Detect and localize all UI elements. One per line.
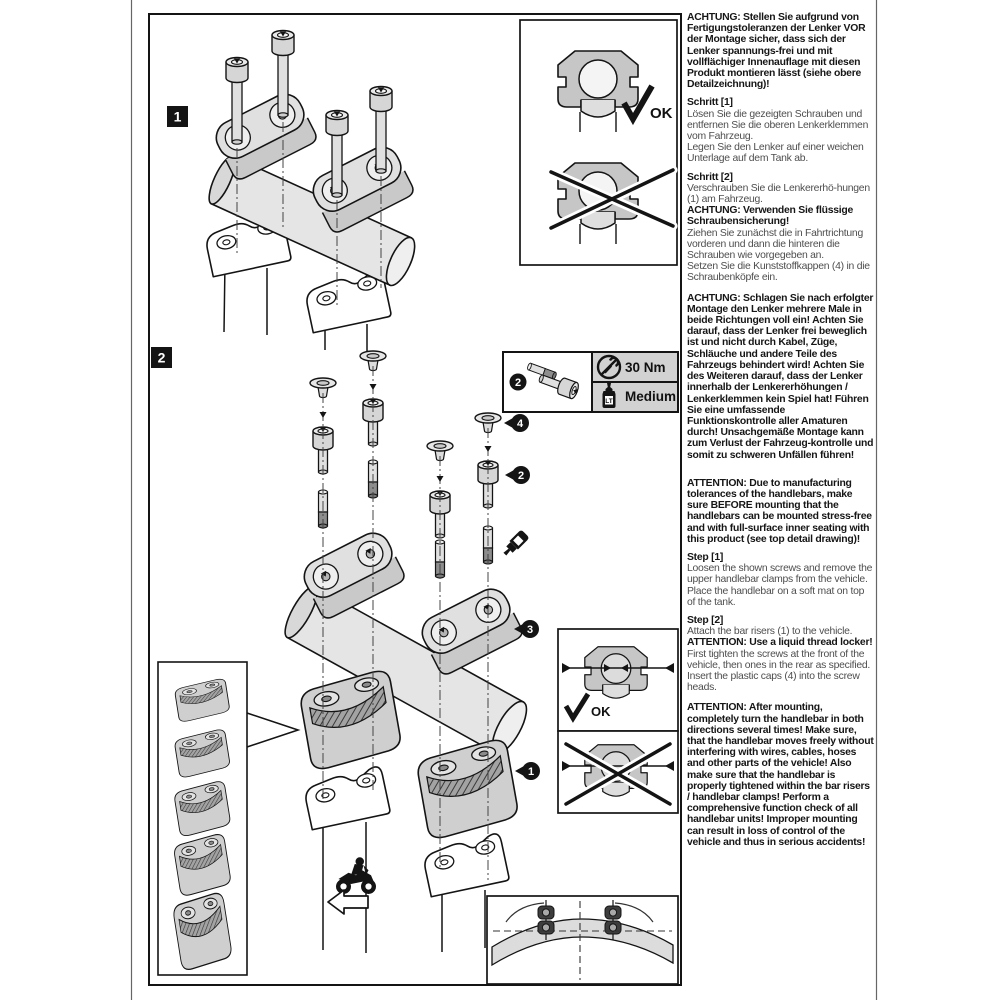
warning-paragraph: ACHTUNG: Stellen Sie aufgrund von Fertigungstoleranzen der Lenker VOR der Montage sicher, dass sich der Lenker spannungs-frei und mit vollflächiger Innenauflage mit diesen Produkt montieren lässt (siehe obere Detailzeichnung)! [687,12,866,91]
paragraph: Setzen Sie die Kunststoffkappen (4) in die Schraubenköpfe ein. [687,261,870,284]
step1-badge [167,106,188,127]
step2-heading: Step [2] [687,614,724,626]
part-number: 3 [526,623,534,636]
threadlocker-grade: Medium [625,389,677,404]
step2-number: 2 [157,349,166,366]
paragraph: Lösen Sie die gezeigten Schrauben und entfernen Sie die oberen Lenkerklemmen vom Fahrzeug. [687,108,869,143]
paragraph: Legen Sie den Lenker auf einer weichen Unterlage auf dem Tank ab. [687,142,864,165]
torque-info-box [503,352,678,412]
warning-paragraph: ATTENTION: Use a liquid thread locker! [687,637,873,649]
step2-badge [151,347,172,368]
paragraph: Ziehen Sie zunächst die in Fahrtrichtung vorderen und dann die hinteren die Schrauben wie vorgegeben an. [687,227,863,262]
step2-heading: Schritt [2] [687,171,733,183]
instructions-german [687,12,874,461]
instructions-english [687,478,874,848]
paragraph: Place the handlebar on a soft mat on top of the tank. [687,585,865,608]
clamp-seating-detail-box [520,20,677,265]
ok-label: OK [591,704,611,719]
ok-label: OK [650,105,673,122]
warning-paragraph: ATTENTION: After mounting, completely turn the handlebar in both directions several times! Make sure, that the handlebar moves freely without interfering with wires, cables, hoses and other parts of the vehicle! Also make sure that the handlebar is properly tightened within the bar risers / handlebar clamps! Perform a comprehensive function check of all handlebar units! Improper mounting can result in loss of control of the vehicle and thus in serious accidents! [687,702,874,848]
alignment-detail-box [558,629,678,813]
warning-paragraph: ACHTUNG: Schlagen Sie nach erfolgter Montage den Lenker mehrere Male in beide Richtungen voll ein! Achten Sie darauf, dass der Lenker frei beweglich ist und nicht durch Kabel, Züge, Schläuche und andere Teile des Fahrzeugs behindert wird! Achten Sie des Weiteren darauf, dass der Lenker innerhalb der Lenkererhöhungen / Lenkerklemmen kein Spiel hat! Führen Sie eine umfassende Funktionskontrolle aller Amaturen durch! Unsachgemäße Montage kann zum Verlust der Fahrzeug-kontrolle und somit zu schweren Unfällen führen! [687,292,874,461]
part-number: 2 [517,469,525,482]
bottle-label: LT [605,397,613,405]
paragraph: First tighten the screws at the front of the vehicle, then ones in the rear as specified. [687,648,871,671]
instructions-column [687,12,874,848]
torque-value: 30 Nm [625,360,666,375]
part-badge-screw-info [510,374,527,391]
paragraph: Loosen the shown screws and remove the upper handlebar clamps from the vehicle. [687,563,873,586]
paragraph: Attach the bar risers (1) to the vehicle. [687,626,853,638]
part-number: 2 [514,376,522,389]
part-number: 1 [527,765,535,778]
warning-paragraph: ACHTUNG: Verwenden Sie flüssige Schraubensicherung! [687,205,854,228]
paragraph: Verschrauben Sie die Lenkererhö-hungen (1) am Fahrzeug. [687,182,870,206]
step1-heading: Schritt [1] [687,97,733,109]
part-number: 4 [516,417,524,430]
step1-number: 1 [173,108,182,125]
warning-paragraph: ATTENTION: Due to manufacturing tolerances of the handlebars, make sure BEFORE mounting that the handlebars can be mounted stress-free and with full-surface inner seating with this product (see top detail drawing)! [687,477,872,545]
handlebar-centering-detail-box [487,896,678,984]
paragraph: Insert the plastic caps (4) into the screw heads. [687,670,860,694]
step1-heading: Step [1] [687,551,724,563]
